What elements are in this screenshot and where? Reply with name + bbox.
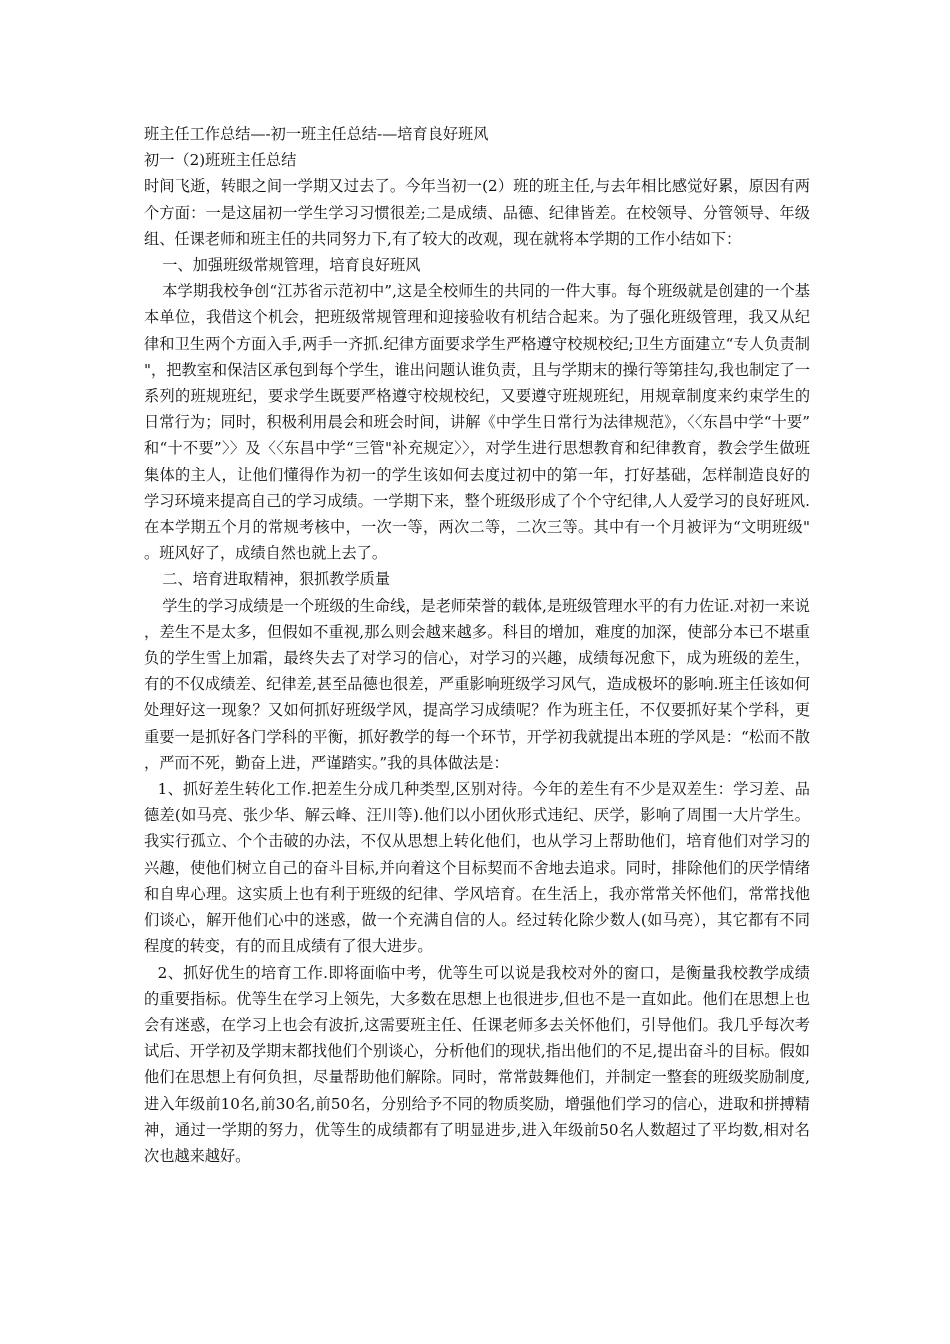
document-subtitle: 初一（2)班班主任总结 <box>144 151 297 170</box>
section-2-heading: 二、培育进取精神，狠抓教学质量 <box>162 570 391 589</box>
intro-paragraph: 时间飞逝，转眼之间一学期又过去了。今年当初一(2）班的班主任,与去年相比感觉好累，原因有两个方面：一是这届初一学生学习习惯很差;二是成绩、品德、纪律皆差。在校领导、分管领导、年级组、任课老师和班主任的共同努力下,有了较大的改观，现在就将本学期的工作小结如下： <box>144 177 810 248</box>
section-1-heading: 一、加强班级常规管理，培育良好班风 <box>162 256 421 275</box>
item-1-paragraph: 1、抓好差生转化工作.把差生分成几种类型,区别对待。今年的差生有不少是双差生：学习差、品德差(如马亮、张少华、解云峰、汪川等).他们以小团伙形式违纪、厌学，影响了周围一大片学生。我实行孤立、个个击破的办法，不仅从思想上转化他们，也从学习上帮助他们，培育他们对学习的兴趣，使他们树立自己的奋斗目标,并向着这个目标契而不舍地去追求。同时，排除他们的厌学情绪和自卑心理。这实质上也有利于班级的纪律、学风培育。在生活上，我亦常常关怀他们，常常找他们谈心，解开他们心中的迷惑，做一个充满自信的人。经过转化除少数人(如马亮），其它都有不同程度的转变，有的而且成绩有了很大进步。 <box>144 780 810 956</box>
item-2-paragraph: 2、抓好优生的培育工作.即将面临中考，优等生可以说是我校对外的窗口，是衡量我校教学成绩的重要指标。优等生在学习上领先，大多数在思想上也很进步,但也不是一直如此。他们在思想上也会有迷惑，在学习上也会有波折,这需要班主任、任课老师多去关怀他们，引导他们。我几乎每次考试后、开学初及学期末都找他们个别谈心，分析他们的现状,指出他们的不足,提出奋斗的目标。假如他们在思想上有何负担，尽量帮助他们解除。同时，常常鼓舞他们，并制定一整套的班级奖励制度,进入年级前10名,前30名,前50名，分别给予不同的物质奖励，增强他们学习的信心，进取和拼搏精神，通过一学期的努力，优等生的成绩都有了明显进步,进入年级前50名人数超过了平均数,相对名次也越来越好。 <box>144 963 810 1165</box>
document-title: 班主任工作总结—-初一班主任总结-—培育良好班风 <box>144 125 489 143</box>
document-body <box>144 121 810 1169</box>
section-1-paragraph: 本学期我校争创“江苏省示范初中”,这是全校师生的共同的一件大事。每个班级就是创建的一个基本单位，我借这个机会，把班级常规管理和迎接验收有机结合起来。为了强化班级管理，我又从纪律和卫生两个方面入手,两手一齐抓.纪律方面要求学生严格遵守校规校纪;卫生方面建立“专人负责制"，把教室和保洁区承包到每个学生，谁出问题认谁负责，且与学期末的操行等第挂勾,我也制定了一系列的班规班纪，要求学生既要严格遵守校规校纪，又要遵守班规班纪，用规章制度来约束学生的日常行为；同时，积极利用晨会和班会时间，讲解《中学生日常行为法律规范》，〈〈东昌中学“十要”和“十不要”〉〉及〈〈东昌中学“三管"补充规定〉〉，对学生进行思想教育和纪律教育，教会学生做班集体的主人，让他们懂得作为初一的学生该如何去度过初中的第一年，打好基础，怎样制造良好的学习环境来提高自己的学习成绩。一学期下来，整个班级形成了个个守纪律,人人爱学习的良好班风.在本学期五个月的常规考核中，一次一等，两次二等，二次三等。其中有一个月被评为“文明班级"。班风好了，成绩自然也就上去了。 <box>144 282 810 563</box>
section-2-paragraph: 学生的学习成绩是一个班级的生命线，是老师荣誉的载体,是班级管理水平的有力佐证.对初一来说，差生不是太多，但假如不重视,那么则会越来越多。科目的增加，难度的加深，使部分本已不堪重负的学生雪上加霜，最终失去了对学习的信心，对学习的兴趣，成绩每况愈下，成为班级的差生，有的不仅成绩差、纪律差,甚至品德也很差，严重影响班级学习风气，造成极坏的影响.班主任该如何处理好这一现象？又如何抓好班级学风，提高学习成绩呢？作为班主任，不仅要抓好某个学科，更重要一是抓好各门学科的平衡，抓好教学的每一个环节，开学初我就提出本班的学风是：“松而不散，严而不死，勤奋上进，严谨踏实。”我的具体做法是： <box>144 596 810 772</box>
